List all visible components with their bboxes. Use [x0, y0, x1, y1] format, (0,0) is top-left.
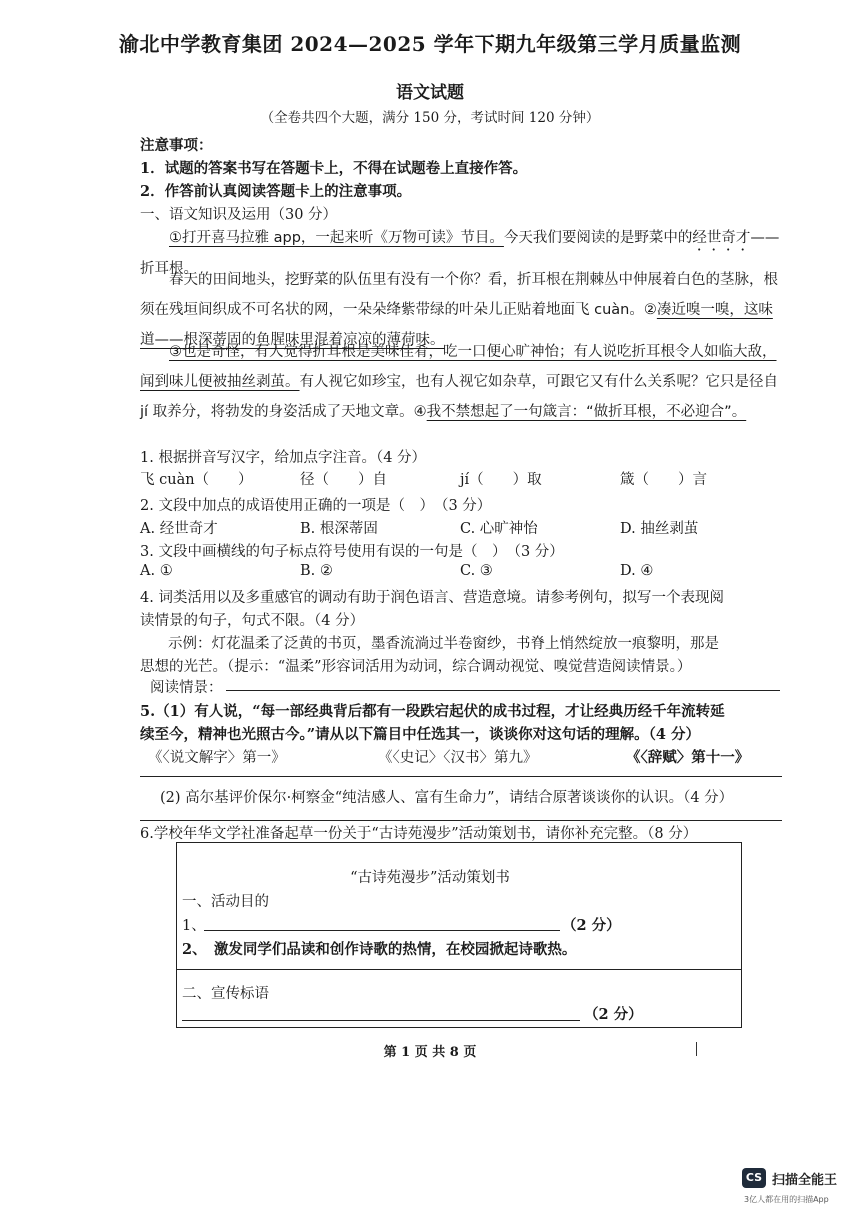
question-4-stem-line-2: 读情景的句子，句式不限。（4 分） — [140, 613, 365, 629]
question-3-option-c[interactable]: C. ③ — [460, 563, 493, 579]
passage-text: ——折耳根。 — [140, 230, 780, 277]
camscanner-logo-icon: CS — [742, 1168, 766, 1188]
question-3-options — [140, 563, 780, 579]
passage-underlined-sentence-1: ①打开喜马拉雅 app，一起来听《万物可读》节目。 — [169, 230, 504, 246]
question-4-stem-line-1: 4. 词类活用以及多重感官的调动有助于润色语言、营造意境。请参考例句，拟写一个表现阅 — [140, 590, 724, 606]
question-1-blank-4[interactable]: 箴（ ）言 — [620, 472, 707, 488]
question-2-option-c[interactable]: C. 心旷神怡 — [460, 521, 538, 537]
passage-text: 有人视它如珍宝，也有人视它如杂草，可跟它又有什么关系呢？它只是径自 jí 取养分，将勃发的身姿活成了天地文章。④ — [140, 374, 778, 420]
slogan-answer-line[interactable] — [182, 1020, 580, 1021]
scanner-app-name: 扫描全能王 — [772, 1172, 838, 1188]
question-1-stem: 1. 根据拼音写汉字，给加点字注音。（4 分） — [140, 450, 427, 466]
question-2-option-b[interactable]: B. 根深蒂固 — [300, 521, 378, 537]
scanner-watermark — [742, 1168, 837, 1188]
page-number: 第 1 页 共 8 页 — [383, 1045, 477, 1060]
question-2-option-a[interactable]: A. 经世奇才 — [140, 521, 218, 537]
question-1-blank-1[interactable]: 飞 cuàn（ ） — [140, 472, 253, 488]
activity-goal-1-number: 1、 — [182, 918, 206, 934]
activity-plan-title: “古诗苑漫步”活动策划书 — [350, 870, 510, 886]
question-4-example-line-1: 示例：灯花温柔了泛黄的书页，墨香流淌过半卷窗纱，书脊上悄然绽放一痕黎明，那是 — [168, 636, 719, 652]
divider-mark — [696, 1042, 697, 1056]
question-1-blanks — [140, 468, 780, 489]
activity-goal-heading: 一、活动目的 — [182, 894, 269, 910]
question-5-part-2: (2) 高尔基评价保尔·柯察金“纯洁感人、富有生命力”，请结合原著谈谈你的认识。（4 分） — [160, 790, 734, 806]
activity-goal-1-answer-line[interactable] — [204, 930, 560, 931]
passage-paragraph-3 — [140, 337, 780, 427]
question-5-stem-line-1: 5.（1）有人说，“每一部经典背后都有一段跌宕起伏的成书过程，才让经典历经千年流转延 — [140, 703, 725, 720]
question-5-stem-line-2: 续至今，精神也光照古今。”请从以下篇目中任选其一，谈谈你对这句话的理解。（4 分） — [140, 726, 700, 743]
question-2-options — [140, 517, 780, 538]
section-1-heading: 一、语文知识及运用（30 分） — [140, 207, 338, 223]
notice-item-1: 1．试题的答案书写在答题卡上，不得在试题卷上直接作答。 — [140, 160, 528, 177]
question-2-stem: 2. 文段中加点的成语使用正确的一项是（ ） （3 分） — [140, 498, 492, 514]
question-6-stem: 6.学校年华文学社准备起草一份关于“古诗苑漫步”活动策划书，请你补充完整。（8 分） — [140, 826, 698, 842]
question-1-blank-3[interactable]: jí（ ）取 — [460, 472, 542, 488]
scanner-tagline: 3亿人都在用的扫描App — [744, 1195, 829, 1204]
question-3-stem: 3. 文段中画横线的句子标点符号使用有误的一句是（ ） （3 分） — [140, 544, 564, 560]
question-5-answer-line[interactable] — [140, 776, 782, 777]
question-4-example-line-2: 思想的光芒。（提示：“温柔”形容词活用为动词，综合调动视觉、嗅觉营造阅读情景。） — [140, 659, 692, 675]
question-3-option-b[interactable]: B. ② — [300, 563, 333, 579]
question-5-part-2-answer-line[interactable] — [140, 820, 782, 821]
notice-item-2: 2．作答前认真阅读答题卡上的注意事项。 — [140, 183, 412, 200]
slogan-score: （2 分） — [584, 1006, 643, 1023]
exam-subtitle: 语文试题 — [396, 83, 464, 103]
exam-title: 渝北中学教育集团 2024—2025 学年下期九年级第三学月质量监测 — [118, 32, 742, 56]
question-1-blank-2[interactable]: 径（ ）自 — [300, 472, 387, 488]
slogan-heading: 二、宣传标语 — [182, 986, 269, 1002]
question-3-option-a[interactable]: A. ① — [140, 563, 173, 579]
passage-underlined-sentence-4: 我不禁想起了一句箴言：“做折耳根，不必迎合”。 — [426, 404, 747, 420]
question-5-choice-3[interactable]: 《〈辞赋〉第十一》 — [626, 749, 750, 766]
activity-goal-2: 2、 激发同学们品读和创作诗歌的热情，在校园掀起诗歌热。 — [182, 941, 577, 958]
question-5-choice-2[interactable]: 《〈史记〉〈汉书〉第九》 — [378, 750, 538, 766]
passage-text: 今天我们要阅读的是野菜中的 — [503, 230, 693, 246]
exam-info: （全卷共四个大题，满分 150 分，考试时间 120 分钟） — [260, 110, 600, 126]
question-5-choice-1[interactable]: 《〈说文解字〉第一》 — [148, 750, 286, 766]
question-2-option-d[interactable]: D. 抽丝剥茧 — [620, 521, 699, 537]
dotted-idiom: 经世奇才 — [692, 230, 751, 246]
notice-heading: 注意事项： — [140, 137, 213, 154]
question-4-answer-label: 阅读情景： — [150, 680, 223, 696]
passage-text: 春天的田间地头，挖野菜的队伍里有没有一个你？看，折耳根在荆棘丛中伸展着白色的茎脉，根须在残垣间织成不可名状的网，一朵朵绛紫带绿的叶朵儿正贴着地面飞 cuàn。② — [140, 272, 778, 318]
question-3-option-d[interactable]: D. ④ — [620, 563, 654, 579]
activity-goal-1-score: （2 分） — [562, 917, 621, 934]
passage-underlined-sentence-2: 凑近嗅一嗅，这味道——根深蒂固的鱼腥味里混着凉凉的薄荷味。 — [140, 302, 773, 348]
question-4-answer-line[interactable] — [226, 690, 780, 691]
passage-underlined-sentence-3: ③也是奇怪，有人觉得折耳根是美味佳肴，吃一口便心旷神怡；有人说吃折耳根令人如临大敌，闻到味儿便被抽丝剥茧。 — [140, 344, 777, 390]
box-divider — [177, 969, 741, 970]
